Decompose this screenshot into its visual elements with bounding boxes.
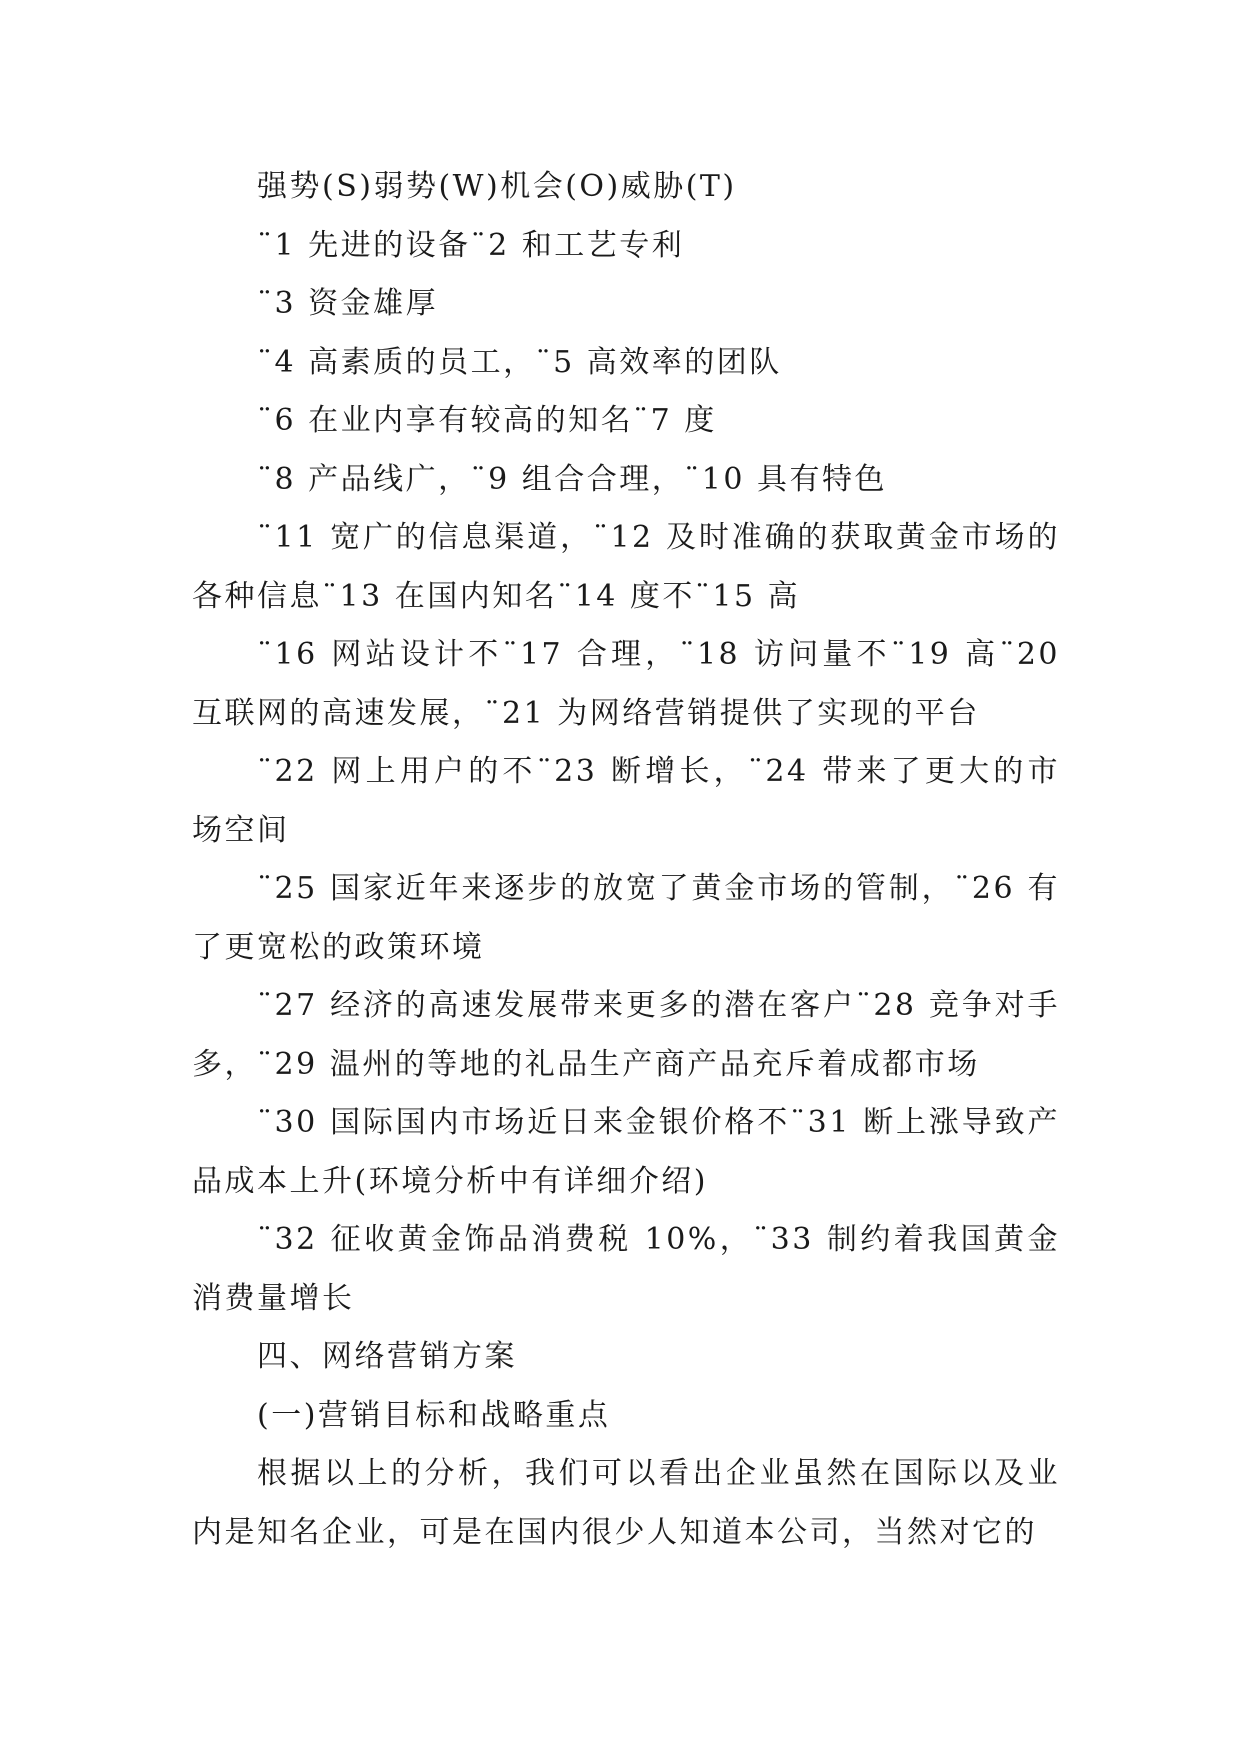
paragraph: ¨6 在业内享有较高的知名¨7 度 — [257, 403, 717, 438]
paragraph-swot-header: 强势(S)弱势(W)机会(O)威胁(T) — [257, 169, 737, 204]
paragraph: ¨11 宽广的信息渠道，¨12 及时准确的获取黄金市场的各种信息¨13 在国内知名¨14 度不¨15 高 — [192, 520, 1060, 614]
paragraph: ¨4 高素质的员工，¨5 高效率的团队 — [257, 344, 782, 380]
paragraph: ¨27 经济的高速发展带来更多的潜在客户¨28 竞争对手多，¨29 温州的等地的礼品生产商产品充斥着成都市场 — [192, 988, 1060, 1082]
subsection-heading: (一)营销目标和战略重点 — [257, 1397, 611, 1433]
paragraph: ¨22 网上用户的不¨23 断增长，¨24 带来了更大的市场空间 — [192, 754, 1060, 848]
paragraph: ¨16 网站设计不¨17 合理，¨18 访问量不¨19 高¨20 互联网的高速发展，¨21 为网络营销提供了实现的平台 — [192, 637, 1060, 731]
paragraph: ¨3 资金雄厚 — [257, 286, 439, 321]
section-heading: 四、网络营销方案 — [257, 1339, 517, 1374]
paragraph: ¨1 先进的设备¨2 和工艺专利 — [257, 227, 685, 263]
paragraph: ¨32 征收黄金饰品消费税 10%，¨33 制约着我国黄金消费量增长 — [192, 1222, 1060, 1316]
paragraph: ¨8 产品线广，¨9 组合合理，¨10 具有特色 — [257, 461, 887, 497]
paragraph: ¨25 国家近年来逐步的放宽了黄金市场的管制，¨26 有了更宽松的政策环境 — [192, 871, 1060, 965]
paragraph: ¨30 国际国内市场近日来金银价格不¨31 断上涨导致产品成本上升(环境分析中有详细介绍) — [192, 1105, 1060, 1199]
paragraph: 根据以上的分析，我们可以看出企业虽然在国际以及业内是知名企业，可是在国内很少人知道本公司，当然对它的 — [192, 1456, 1060, 1550]
document-body — [192, 158, 1060, 1562]
